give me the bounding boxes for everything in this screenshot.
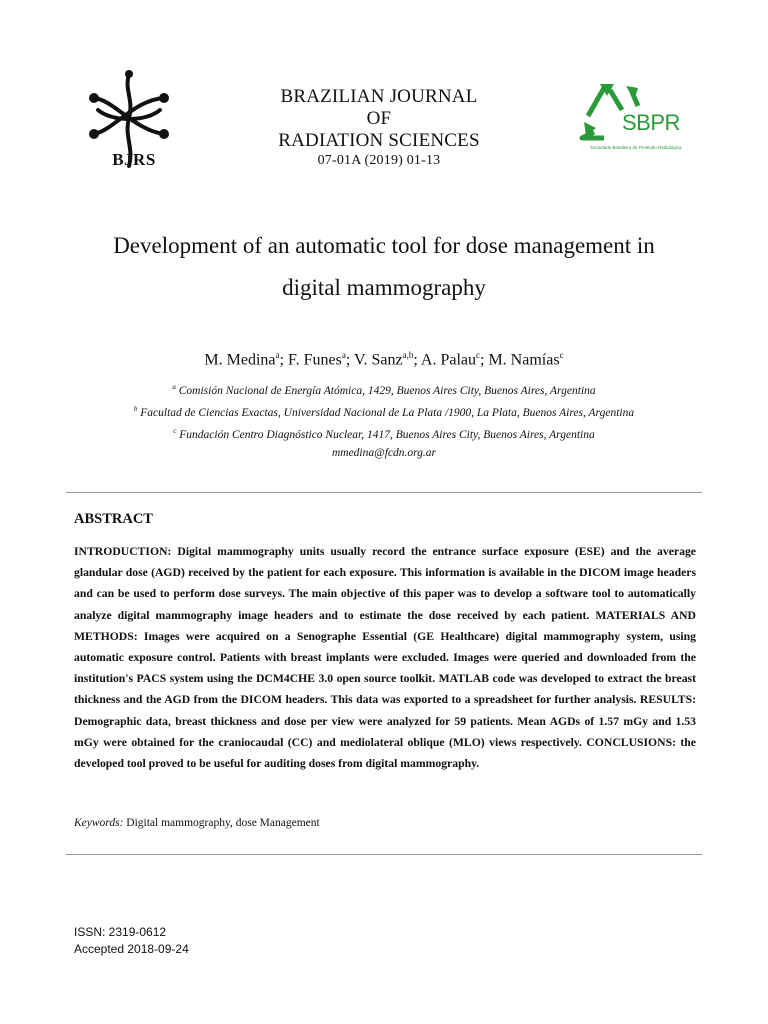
divider-bottom xyxy=(66,854,702,855)
author-name: M. Namías xyxy=(488,351,560,369)
journal-header xyxy=(234,86,524,170)
issn-number: ISSN: 2319-0612 xyxy=(74,925,167,939)
author-separator: ; xyxy=(279,351,288,369)
author-affiliation-mark: c xyxy=(559,350,564,360)
author-affiliation-mark: a,b xyxy=(402,350,414,360)
sbpr-logo-text: SBPR xyxy=(622,110,680,135)
author-name: A. Palau xyxy=(420,351,476,369)
divider-top xyxy=(66,492,702,493)
paper-title-line1: Development of an automatic tool for dose management in xyxy=(113,233,655,258)
author-affiliation-mark: c xyxy=(476,350,480,360)
journal-name-line2: OF xyxy=(366,108,392,129)
affiliation-text: Facultad de Ciencias Exactas, Universidad Nacional de La Plata /1900, La Plata, Buenos Aires, Argentina xyxy=(140,406,635,419)
affiliation-a xyxy=(60,383,708,397)
author-separator: ; xyxy=(345,351,354,369)
keywords-label: Keywords: xyxy=(74,817,124,829)
journal-name-line1: BRAZILIAN JOURNAL xyxy=(280,86,478,107)
author-affiliation-mark: a xyxy=(341,350,346,360)
journal-name-line3: RADIATION SCIENCES xyxy=(278,130,480,151)
author-affiliation-mark: a xyxy=(275,350,280,360)
affiliation-text: Comisión Nacional de Energía Atómica, 1429, Buenos Aires City, Buenos Aires, Argentina xyxy=(178,384,596,397)
affiliation-mark: a xyxy=(172,383,176,391)
paper-title xyxy=(60,225,708,309)
affiliation-mark: b xyxy=(133,405,138,413)
abstract-body: INTRODUCTION: Digital mammography units usually record the entrance surface exposure (ESE) and the average glandular dose (AGD) received by the patient for each exposure. This information is available in the DICOM image headers and can be used to perform dose surveys. The main objective of this paper was to develop a software tool to automatically analyze digital mammography image headers and to estimate the dose received by each patient. MATERIALS AND METHODS: Images were acquired on a Senographe Essential (GE Healthcare) digital mammography system, using automatic exposure control. Patients with breast implants were excluded. Images were queried and downloaded from the institution's PACS system using the DCM4CHE 3.0 open source toolkit. MATLAB code was developed to extract the breast thickness and the AGD from the DICOM headers. This data was exported to a spreadsheet for further analysis. RESULTS: Demographic data, breast thickness and dose per view were analyzed for 59 patients. Mean AGDs of 1.57 mGy and 1.53 mGy were obtained for the craniocaudal (CC) and mediolateral oblique (MLO) views respectively. CONCLUSIONS: the developed tool proved to be useful for auditing doses from digital mammography. xyxy=(74,545,696,771)
journal-issue: 07-01A (2019) 01-13 xyxy=(317,153,441,168)
keywords xyxy=(74,817,694,829)
accepted-date: Accepted 2018-09-24 xyxy=(74,942,189,956)
keywords-value: Digital mammography, dose Management xyxy=(126,817,320,829)
author-name: V. Sanz xyxy=(353,351,403,369)
author-name: M. Medina xyxy=(204,351,276,369)
affiliation-text: Fundación Centro Diagnóstico Nuclear, 1417, Buenos Aires City, Buenos Aires, Argentina xyxy=(179,428,595,441)
author-separator: ; xyxy=(480,351,489,369)
abstract-heading: ABSTRACT xyxy=(74,511,153,527)
affiliation-c xyxy=(60,427,708,441)
author-list xyxy=(60,350,708,369)
affiliation-mark: c xyxy=(173,427,177,435)
author-separator: ; xyxy=(413,351,421,369)
paper-title-line2: digital mammography xyxy=(282,275,486,300)
corresponding-email[interactable]: mmedina@fcdn.org.ar xyxy=(331,447,437,459)
bjrs-logo-text: BJRS xyxy=(112,150,156,169)
author-name: F. Funes xyxy=(287,351,342,369)
affiliation-b xyxy=(60,405,708,419)
sbpr-logo-subtext: Sociedade Brasileira de Proteção Radiológica xyxy=(590,145,682,150)
